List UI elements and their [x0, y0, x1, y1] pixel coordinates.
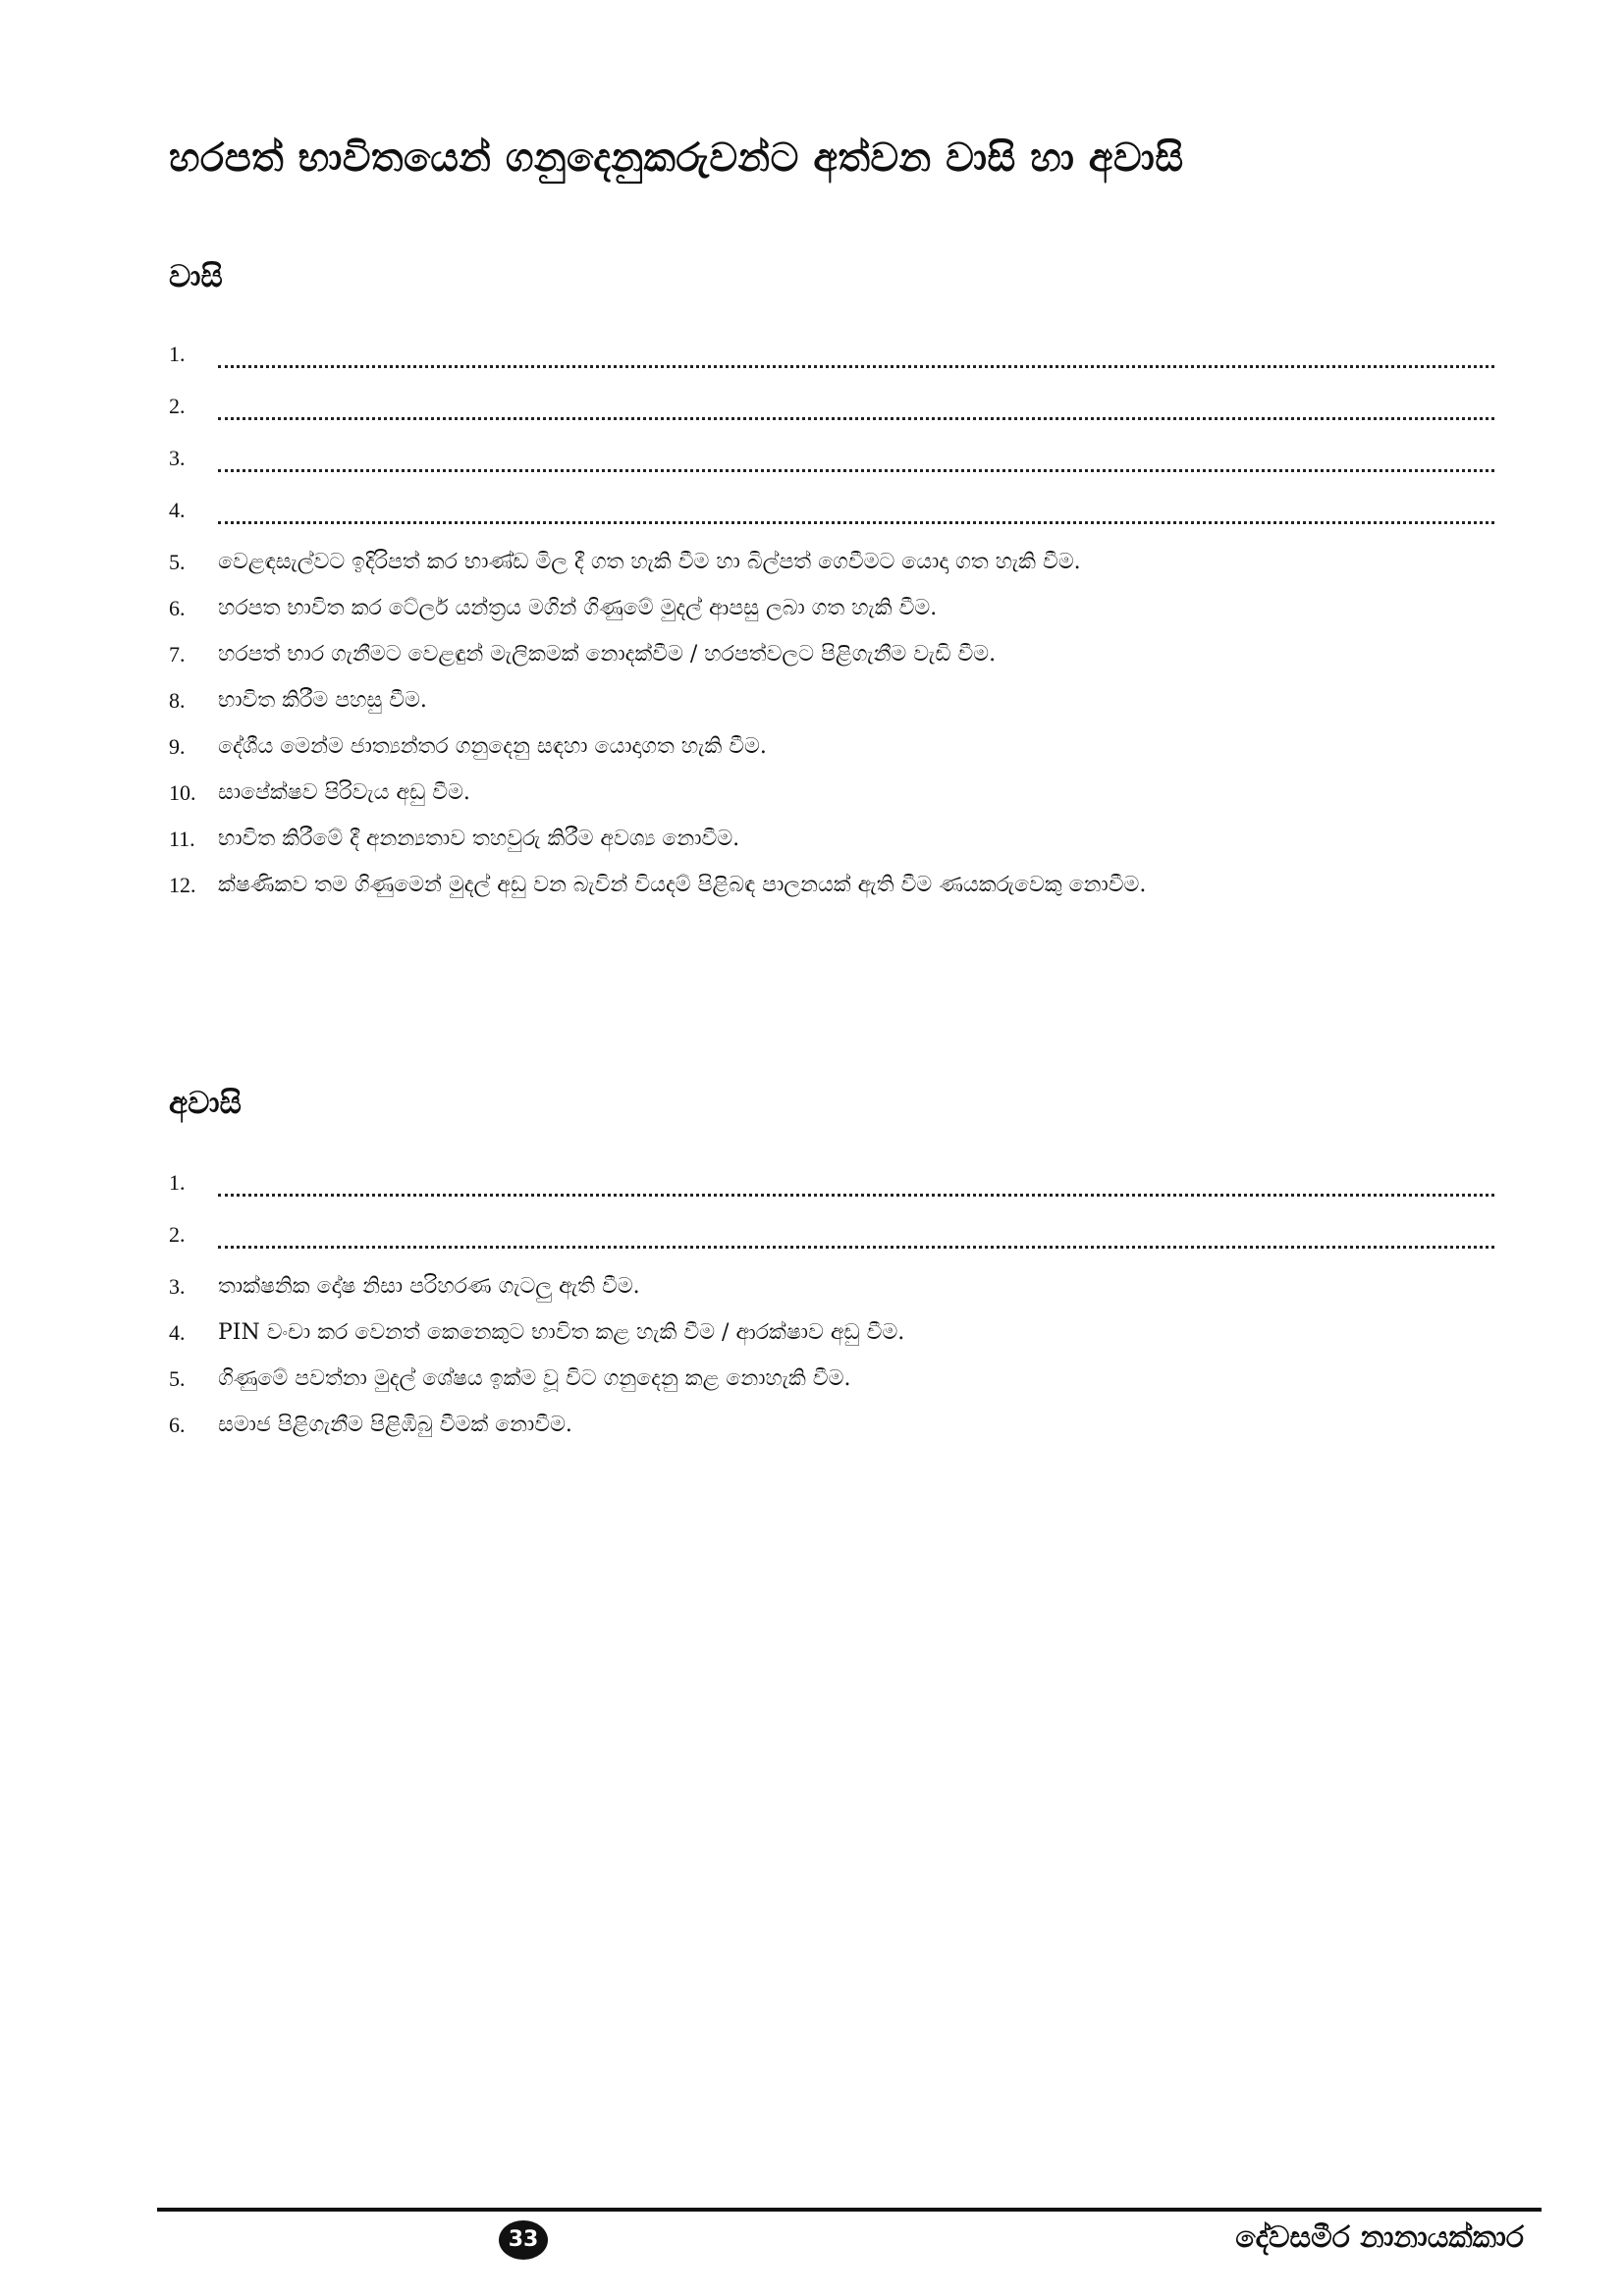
disadvantage-item-blank [169, 1218, 1494, 1270]
item-number: 1. [169, 342, 186, 366]
item-text: වෙළඳසැල්වට ඉදිරිපත් කර භාණ්ඩ මිල දී ගත හැකි වීම හා බිල්පත් ගෙවීමට යොදා ගත හැකි වීම. [218, 550, 1081, 574]
item-text: හරපත් භාර ගැනීමට වෙළඳුන් මැලිකමක් නොදක්වීම / හරපත්වලට පිළිගැනීම වැඩි වීම. [218, 642, 997, 667]
disadvantage-item [169, 1409, 1494, 1442]
disadvantage-item [169, 1362, 1494, 1396]
disadvantage-item [169, 1316, 1494, 1350]
advantage-item [169, 592, 1494, 625]
answer-line[interactable] [218, 1224, 1494, 1249]
advantage-item [169, 684, 1494, 718]
item-number: 9. [169, 734, 186, 759]
advantage-item-blank [169, 494, 1494, 546]
item-number: 2. [169, 394, 186, 418]
advantage-item [169, 869, 1494, 902]
advantages-list [169, 338, 1494, 915]
answer-line[interactable] [218, 448, 1494, 472]
item-text: සමාජ පිළිගැනීම පිළිඹිබු වීමක් නොවීම. [218, 1413, 572, 1437]
disadvantages-list [169, 1166, 1494, 1455]
page-title: හරපත් භාවිතයෙන් ගනුදෙනුකරුවන්ට අත්වන වාසි හා අවාසි [169, 135, 1184, 181]
advantage-item-blank [169, 390, 1494, 442]
item-number: 5. [169, 1366, 186, 1391]
item-number: 11. [169, 827, 195, 851]
author-name: දේවසමීර නානායක්කාර [1235, 2220, 1524, 2255]
item-number: 5. [169, 550, 186, 574]
item-number: 3. [169, 446, 186, 470]
answer-line[interactable] [218, 396, 1494, 420]
disadvantage-item [169, 1270, 1494, 1304]
item-number: 6. [169, 1413, 186, 1437]
item-number: 4. [169, 498, 186, 522]
advantages-heading: වාසි [169, 259, 223, 294]
answer-line[interactable] [218, 500, 1494, 524]
item-number: 8. [169, 688, 186, 713]
item-number: 12. [169, 873, 196, 897]
answer-line[interactable] [218, 1172, 1494, 1197]
item-text: ක්ෂණිකව තම ගිණුමෙන් මුදල් අඩු වන බැවින් වියදම් පිළිබඳ පාලනයක් ඇති වීම ණයකරුවෙකු නොවීම. [218, 873, 1147, 897]
item-text: භාවිත කිරීමේ දී අනන්‍යතාව තහවුරු කිරීම අවශ්‍ය නොවීම. [218, 827, 740, 851]
item-number: 7. [169, 642, 186, 667]
advantage-item [169, 546, 1494, 579]
answer-line[interactable] [218, 344, 1494, 368]
item-text: දේශීය මෙන්ම ජාත්‍යන්තර ගනුදෙනු සඳහා යොදාගත හැකි වීම. [218, 734, 767, 759]
item-text: සාපේක්ෂව පිරිවැය අඩු වීම. [218, 780, 470, 805]
advantage-item [169, 823, 1494, 856]
advantage-item [169, 730, 1494, 764]
advantage-item-blank [169, 442, 1494, 494]
advantage-item [169, 638, 1494, 671]
item-text: PIN වංචා කර වෙනත් කෙනෙකුට භාවිත කළ හැකි වීම / ආරක්ෂාව අඩු වීම. [218, 1320, 905, 1345]
item-text: ගිණුමේ පවත්නා මුදල් ශේෂය ඉක්ම වූ විට ගනුදෙනු කළ නොහැකි වීම. [218, 1366, 851, 1391]
footer-divider [157, 2208, 1542, 2212]
disadvantage-item-blank [169, 1166, 1494, 1218]
item-number: 10. [169, 780, 196, 805]
item-text: භාවිත කිරීම පහසු වීම. [218, 688, 427, 713]
disadvantages-heading: අවාසි [169, 1086, 242, 1121]
item-number: 3. [169, 1274, 186, 1299]
item-number: 1. [169, 1170, 186, 1195]
item-text: හරපත භාවිත කර ටේලර් යන්ත්‍රය මගින් ගිණුමේ මුදල් ආපසු ලබා ගත හැකි වීම. [218, 596, 938, 620]
advantage-item [169, 776, 1494, 810]
item-number: 6. [169, 596, 186, 620]
item-text: තාක්ෂනික දෝෂ නිසා පරිහරණ ගැටලු ඇති වීම. [218, 1274, 640, 1299]
item-number: 2. [169, 1222, 186, 1247]
advantage-item-blank [169, 338, 1494, 390]
item-number: 4. [169, 1320, 186, 1345]
page-number-badge: 33 [499, 2220, 548, 2260]
